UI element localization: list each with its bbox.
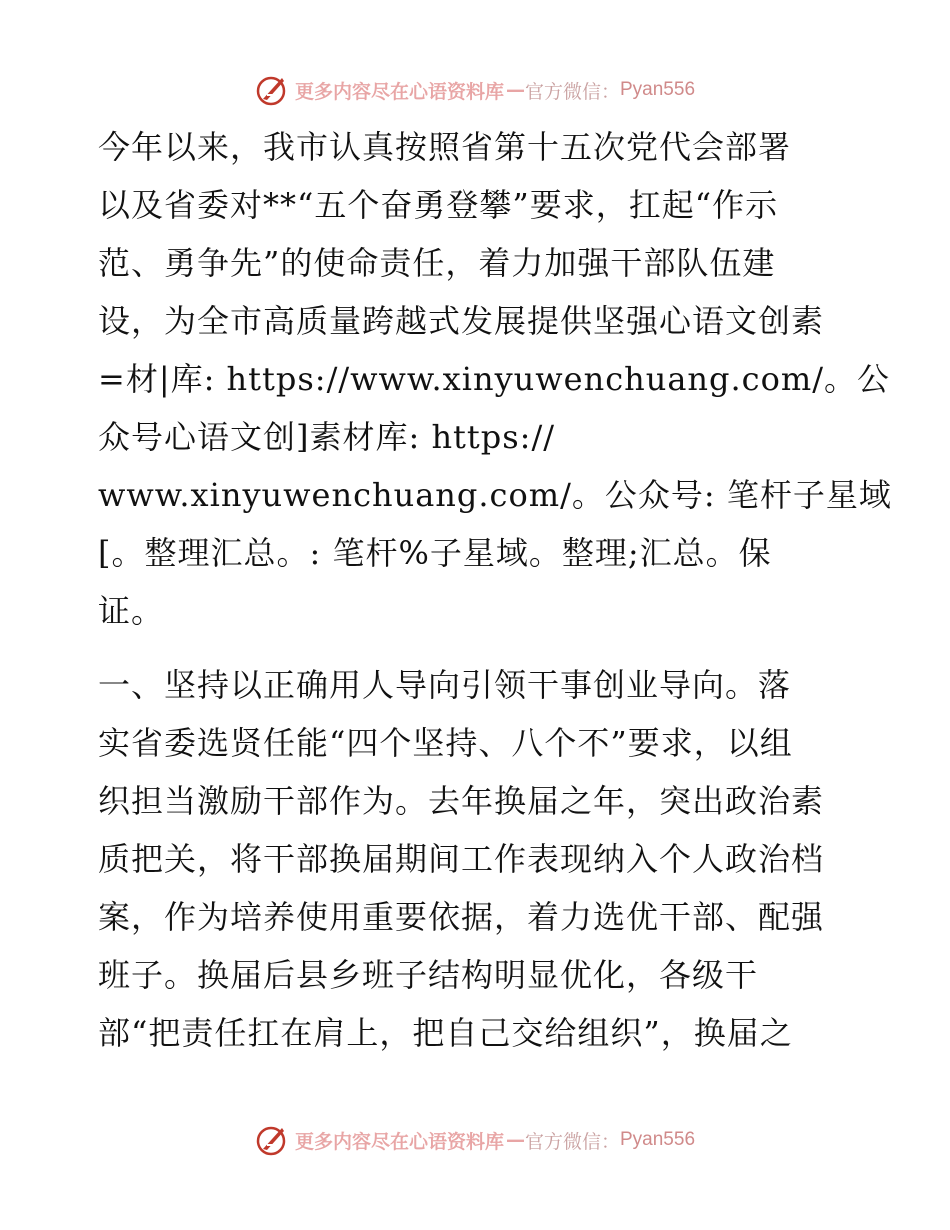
footer-banner bbox=[0, 1120, 950, 1160]
text-line: 质把关，将干部换届期间工作表现纳入个人政治档 bbox=[98, 840, 825, 878]
banner-wechat-label: 官方微信： bbox=[524, 1130, 620, 1153]
text-line: 一、坚持以正确用人导向引领干事创业导向。落 bbox=[98, 666, 792, 704]
document-body bbox=[98, 118, 892, 1062]
text-line: 以及省委对**“五个奋勇登攀”要求，扛起“作示 bbox=[98, 186, 779, 224]
text-line: www.xinyuwenchuang.com/。公众号: 笔杆子星域 bbox=[98, 476, 892, 514]
text-line: =材|库: https://www.xinyuwenchuang.com/。公 bbox=[98, 360, 890, 398]
banner-dash: — bbox=[505, 79, 523, 101]
paragraph-section-one bbox=[98, 656, 858, 1062]
text-line: 织担当激励干部作为。去年换届之年，突出政治素 bbox=[98, 782, 825, 820]
text-line: [。整理汇总。: 笔杆%子星域。整理;汇总。保 bbox=[98, 534, 772, 572]
text-line: 案，作为培养使用重要依据，着力选优干部、配强 bbox=[98, 898, 825, 936]
banner-wechat-label: 官方微信： bbox=[524, 80, 620, 103]
banner-main-text: 更多内容尽在心语资料库 bbox=[294, 1130, 504, 1153]
text-line: 范、勇争先”的使命责任，着力加强干部队伍建 bbox=[98, 244, 776, 282]
feather-pen-logo-icon bbox=[255, 1123, 289, 1157]
text-line: 证。 bbox=[98, 592, 165, 630]
text-line: 设，为全市高质量跨越式发展提供坚强心语文创素 bbox=[98, 302, 825, 340]
paragraph-intro bbox=[98, 118, 892, 640]
banner-dash: — bbox=[505, 1129, 523, 1151]
text-line: 众号心语文创]素材库: https:// bbox=[98, 418, 556, 456]
header-banner bbox=[0, 70, 950, 110]
banner-wechat-id: Pyan556 bbox=[620, 79, 696, 100]
text-line: 今年以来，我市认真按照省第十五次党代会部署 bbox=[98, 128, 792, 166]
banner-wechat-id: Pyan556 bbox=[620, 1129, 696, 1150]
text-line: 班子。换届后县乡班子结构明显优化，各级干 bbox=[98, 956, 759, 994]
banner-main-text: 更多内容尽在心语资料库 bbox=[294, 80, 504, 103]
text-line: 实省委选贤任能“四个坚持、八个不”要求，以组 bbox=[98, 724, 793, 762]
text-line: 部“把责任扛在肩上，把自己交给组织”，换届之 bbox=[98, 1014, 793, 1052]
feather-pen-logo-icon bbox=[255, 73, 289, 107]
